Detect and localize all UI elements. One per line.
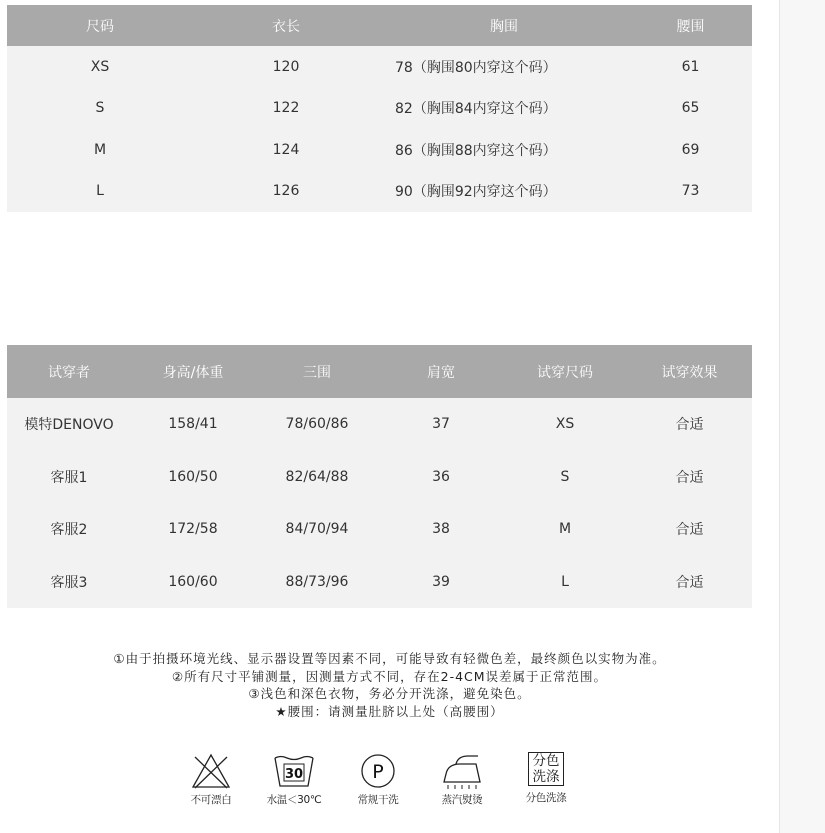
size-chart-table bbox=[7, 5, 752, 212]
length-cell: 126 bbox=[272, 183, 300, 200]
fit-header-height-weight: 身高/体重 bbox=[131, 345, 255, 398]
care-instructions bbox=[0, 752, 825, 812]
fitting-report-table bbox=[7, 345, 752, 608]
tester-cell: 客服2 bbox=[50, 522, 88, 539]
right-side-panel bbox=[779, 0, 825, 833]
waist-cell: 69 bbox=[681, 141, 700, 158]
size-header-size: 尺码 bbox=[7, 5, 193, 46]
table-row bbox=[7, 398, 752, 451]
care-item-separate-wash bbox=[501, 752, 591, 805]
chest-cell: 78（胸围80内穿这个码） bbox=[395, 59, 557, 76]
tester-cell: 客服1 bbox=[50, 469, 88, 486]
size-header-waist: 腰围 bbox=[629, 5, 752, 46]
separate-wash-box-line1: 分色 bbox=[532, 753, 560, 769]
note-wash-separately: ③浅色和深色衣物，务必分开洗涤，避免染色。 bbox=[248, 686, 531, 701]
fit-result-cell: 合适 bbox=[675, 417, 704, 434]
size-cell: S bbox=[95, 100, 105, 117]
fit-header-tried-size: 试穿尺码 bbox=[503, 345, 627, 398]
shoulder-cell: 37 bbox=[432, 416, 450, 433]
fit-header-tester: 试穿者 bbox=[7, 345, 131, 398]
size-cell: L bbox=[96, 183, 104, 200]
chest-cell: 90（胸围92内穿这个码） bbox=[395, 184, 557, 201]
fit-result-cell: 合适 bbox=[675, 469, 704, 486]
fit-header-measurements: 三围 bbox=[255, 345, 379, 398]
height-weight-cell: 160/50 bbox=[168, 468, 218, 485]
care-label: 蒸汽熨烫 bbox=[441, 794, 483, 806]
table-row bbox=[7, 46, 752, 88]
fit-header-fit-result: 试穿效果 bbox=[627, 345, 752, 398]
shoulder-cell: 36 bbox=[432, 468, 450, 485]
waist-cell: 73 bbox=[681, 183, 700, 200]
care-label: 不可漂白 bbox=[190, 794, 232, 806]
note-waist-measure: ★腰围：请测量肚脐以上处（高腰围） bbox=[275, 703, 504, 719]
table-row bbox=[7, 556, 752, 609]
table-row bbox=[7, 129, 752, 171]
wash-30-icon bbox=[271, 752, 317, 790]
no-bleach-icon bbox=[189, 752, 233, 790]
tester-cell: 客服3 bbox=[50, 574, 88, 591]
fit-header-shoulder: 肩宽 bbox=[379, 345, 503, 398]
dry-clean-p-icon bbox=[356, 752, 400, 790]
table-row bbox=[7, 451, 752, 504]
fit-table-header-row bbox=[7, 345, 752, 398]
length-cell: 122 bbox=[272, 100, 300, 117]
product-notes bbox=[7, 650, 772, 720]
care-item-dry-clean bbox=[333, 752, 423, 807]
waist-cell: 65 bbox=[681, 100, 700, 117]
table-row bbox=[7, 503, 752, 556]
size-cell: XS bbox=[90, 58, 110, 75]
height-weight-cell: 158/41 bbox=[168, 416, 218, 433]
size-cell: M bbox=[93, 141, 107, 158]
shoulder-cell: 38 bbox=[432, 521, 450, 538]
size-table-header-row bbox=[7, 5, 752, 46]
table-row bbox=[7, 171, 752, 213]
fit-result-cell: 合适 bbox=[675, 522, 704, 539]
note-color-difference: ①由于拍摄环境光线、显示器设置等因素不同，可能导致有轻微色差，最终颜色以实物为准。 bbox=[113, 651, 666, 666]
tester-cell: 模特DENOVO bbox=[24, 417, 114, 434]
tried-size-cell: L bbox=[561, 573, 569, 590]
chest-cell: 86（胸围88内穿这个码） bbox=[395, 142, 557, 159]
length-cell: 124 bbox=[272, 141, 300, 158]
measurements-cell: 84/70/94 bbox=[285, 521, 349, 538]
shoulder-cell: 39 bbox=[432, 573, 450, 590]
care-item-steam-iron bbox=[417, 752, 507, 807]
tried-size-cell: S bbox=[560, 468, 570, 485]
tried-size-cell: XS bbox=[555, 416, 575, 433]
care-item-no-bleach bbox=[166, 752, 256, 807]
table-row bbox=[7, 88, 752, 130]
care-item-wash-30 bbox=[249, 752, 339, 807]
height-weight-cell: 172/58 bbox=[168, 521, 218, 538]
tried-size-cell: M bbox=[558, 521, 572, 538]
separate-wash-box-line2: 洗涤 bbox=[532, 768, 560, 785]
care-label: 分色洗涤 bbox=[525, 792, 567, 804]
size-header-chest: 胸围 bbox=[379, 5, 629, 46]
steam-iron-icon bbox=[438, 752, 486, 790]
fit-result-cell: 合适 bbox=[675, 574, 704, 591]
size-header-length: 衣长 bbox=[193, 5, 379, 46]
note-measurement-error: ②所有尺寸平铺测量，因测量方式不同，存在2-4CM误差属于正常范围。 bbox=[171, 668, 608, 684]
length-cell: 120 bbox=[272, 58, 300, 75]
wash-temp-text: 30 bbox=[284, 767, 304, 782]
waist-cell: 61 bbox=[681, 58, 700, 75]
care-label: 常规干洗 bbox=[357, 794, 399, 806]
dry-clean-symbol: P bbox=[372, 761, 384, 783]
measurements-cell: 82/64/88 bbox=[285, 468, 349, 485]
separate-wash-icon bbox=[528, 752, 564, 786]
measurements-cell: 88/73/96 bbox=[285, 573, 349, 590]
care-label: 水温＜30℃ bbox=[266, 794, 322, 806]
height-weight-cell: 160/60 bbox=[168, 573, 218, 590]
chest-cell: 82（胸围84内穿这个码） bbox=[395, 101, 557, 118]
measurements-cell: 78/60/86 bbox=[285, 416, 349, 433]
